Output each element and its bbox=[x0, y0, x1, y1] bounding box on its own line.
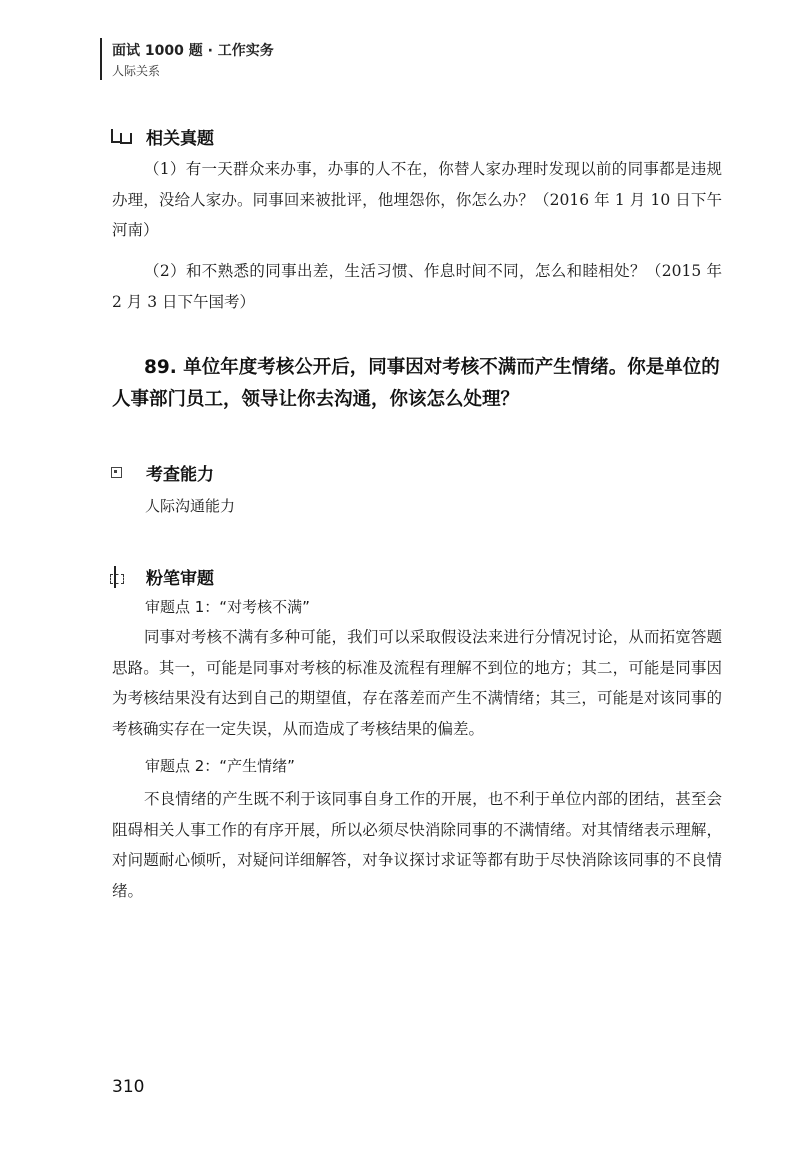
ability-title: 考查能力 bbox=[146, 465, 214, 485]
review-heading bbox=[110, 564, 214, 589]
header-rule bbox=[100, 38, 102, 80]
review-icon bbox=[110, 568, 132, 586]
related-questions-title: 相关真题 bbox=[146, 129, 214, 149]
related-questions-icon bbox=[110, 128, 132, 146]
review-point-1-text: 同事对考核不满有多种可能，我们可以采取假设法来进行分情况讨论，从而拓宽答题思路。其一，可能是同事对考核的标准及流程有理解不到位的地方；其二，可能是同事因为考核结果没有达到自己的期望值，存在落差而产生不满情绪；其三，可能是对该同事的考核确实存在一定失误，从而造成了考核结果的偏差。 bbox=[112, 628, 722, 738]
review-point-2-label: 审题点 2：“产生情绪” bbox=[145, 757, 295, 775]
ability-heading bbox=[110, 460, 214, 485]
question-89: 89. 单位年度考核公开后，同事因对考核不满而产生情绪。你是单位的人事部门员工，领导让你去沟通，你该怎么处理？ bbox=[112, 357, 720, 410]
ability-value: 人际沟通能力 bbox=[145, 497, 236, 515]
related-question-2: （2）和不熟悉的同事出差，生活习惯、作息时间不同，怎么和睦相处？（2015 年 2 月 3 日下午国考） bbox=[112, 262, 722, 311]
related-question-1: （1）有一天群众来办事，办事的人不在，你替人家办理时发现以前的同事都是违规办理，没给人家办。同事回来被批评，他埋怨你，你怎么办？（2016 年 1 月 10 日下午河南） bbox=[112, 160, 722, 239]
review-point-2-text: 不良情绪的产生既不利于该同事自身工作的开展，也不利于单位内部的团结，甚至会阻碍相关人事工作的有序开展，所以必须尽快消除同事的不满情绪。对其情绪表示理解，对问题耐心倾听，对疑问详细解答，对争议探讨求证等都有助于尽快消除该同事的不良情绪。 bbox=[112, 790, 722, 900]
review-title: 粉笔审题 bbox=[146, 569, 214, 589]
review-point-1-label: 审题点 1：“对考核不满” bbox=[145, 598, 310, 616]
page-number: 310 bbox=[112, 1077, 145, 1097]
ability-icon bbox=[110, 464, 132, 482]
running-header-title: 面试 1000 题 · 工作实务 bbox=[112, 43, 274, 59]
related-questions-heading bbox=[110, 124, 214, 149]
running-header-subtitle: 人际关系 bbox=[112, 64, 161, 78]
